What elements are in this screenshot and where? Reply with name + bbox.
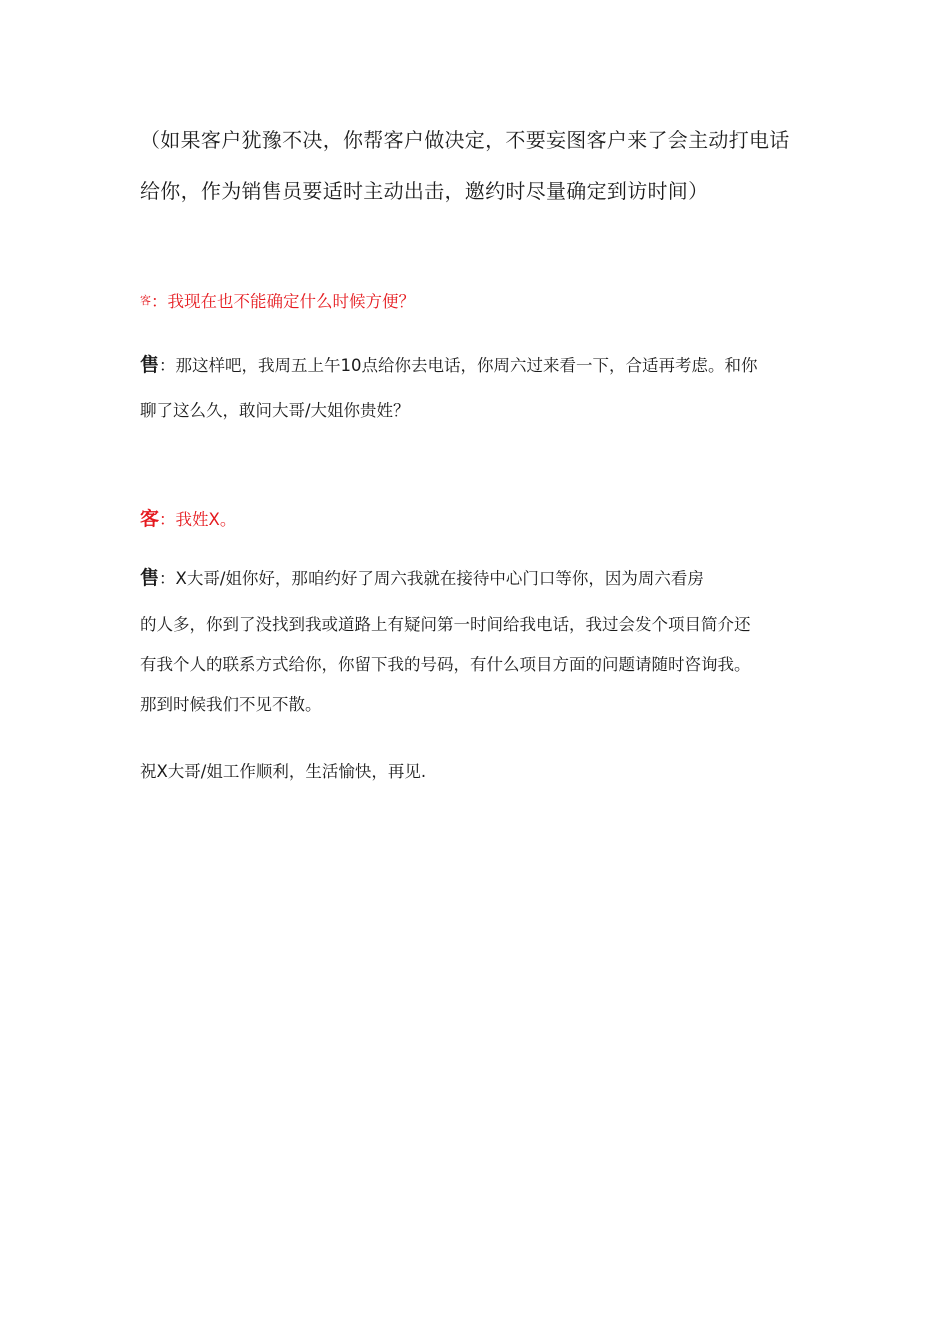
sales-answer-2-line-4: 那到时候我们不见不散。 [140, 695, 322, 714]
sales-answer-2 [140, 558, 830, 725]
intro-line-2: 给你，作为销售员要适时主动出击，邀约时尽量确定到访时间） [140, 179, 709, 203]
customer-answer-2-text: ：我姓X。 [159, 510, 237, 529]
sales-answer-1 [140, 343, 830, 433]
intro-line-1: （如果客户犹豫不决，你帮客户做决定，不要妄图客户来了会主动打电话 [140, 128, 790, 152]
customer-question-1 [140, 278, 830, 324]
sales-answer-2-line-1: ：X大哥/姐你好，那咱约好了周六我就在接待中心门口等你，因为周六看房 [159, 569, 704, 588]
sales-answer-2-line-2: 的人多，你到了没找到我或道路上有疑问第一时间给我电话，我过会发个项目简介还 [140, 615, 751, 634]
closing-line: 祝X大哥/姐工作顺利，生活愉快，再见. [140, 762, 427, 781]
speaker-label-sales: 售 [140, 567, 160, 589]
speaker-label-customer: 客 [140, 294, 151, 307]
sales-answer-2-line-3: 有我个人的联系方式给你，你留下我的号码，有什么项目方面的问题请随时咨询我。 [140, 655, 751, 674]
speaker-label-sales: 售 [140, 354, 160, 376]
sales-answer-1-line-2: 聊了这么久，敢问大哥/大姐你贵姓？ [140, 401, 410, 420]
sales-answer-1-line-1: ：那这样吧，我周五上午10点给你去电话，你周六过来看一下，合适再考虑。和你 [159, 356, 758, 375]
intro-note [140, 115, 830, 217]
customer-question-1-text: ：我现在也不能确定什么时候方便？ [151, 292, 415, 311]
speaker-label-customer: 客 [140, 508, 160, 530]
customer-answer-2 [140, 497, 830, 542]
